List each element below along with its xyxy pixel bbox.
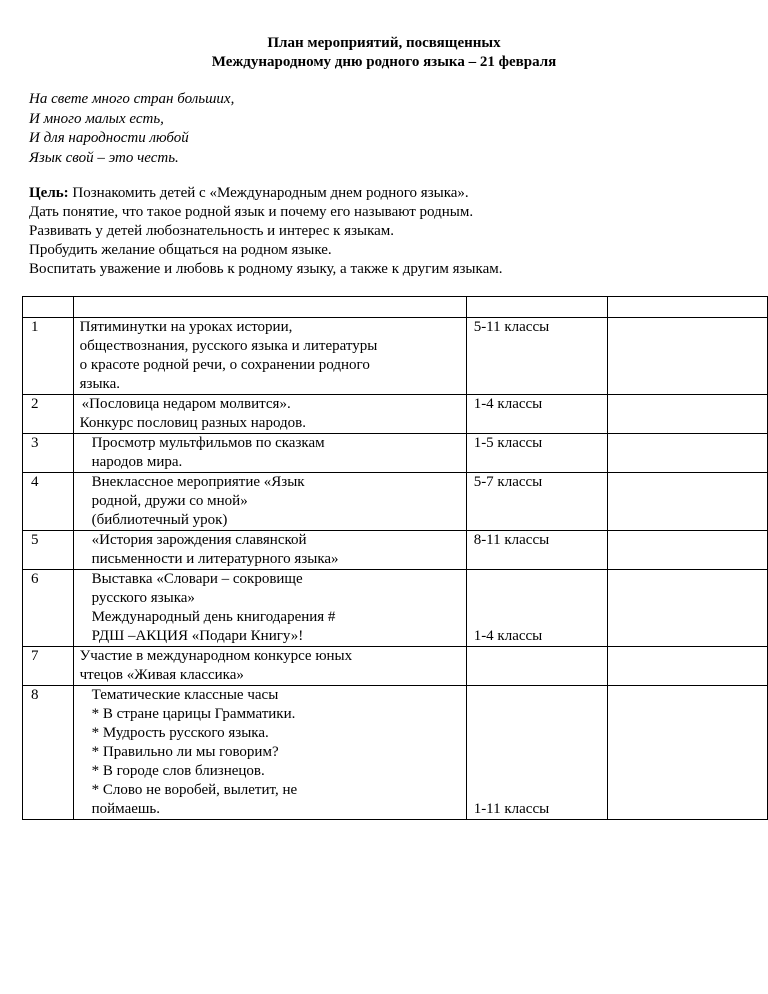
event-line: чтецов «Живая классика»	[79, 667, 244, 683]
table-row	[23, 531, 768, 570]
table-row	[23, 318, 768, 395]
table-row	[23, 473, 768, 531]
event-classes: 5-11 классы	[466, 318, 607, 395]
event-line: Просмотр мультфильмов по сказкам	[91, 435, 325, 451]
table-cell	[607, 473, 767, 531]
table-cell	[23, 297, 74, 318]
event-line: письменности и литературного языка»	[91, 551, 339, 567]
event-line: Внеклассное мероприятие «Язык	[91, 474, 305, 490]
row-number: 3	[23, 434, 74, 473]
goal-line: Развивать у детей любознательность и интерес к языкам.	[29, 223, 395, 239]
event-line: * Правильно ли мы говорим?	[91, 744, 279, 760]
event-line: * Слово не воробей, вылетит, не	[91, 782, 298, 798]
table-cell	[607, 570, 767, 647]
event-line: «Пословица недаром молвится».	[81, 396, 291, 412]
event-line: * В городе слов близнецов.	[91, 763, 265, 779]
event-description	[73, 647, 466, 686]
table-cell	[607, 434, 767, 473]
event-line: родной, дружи со мной»	[91, 493, 248, 509]
event-classes: 1-4 классы	[466, 395, 607, 434]
row-number: 6	[23, 570, 74, 647]
event-line: Тематические классные часы	[91, 687, 279, 703]
event-line: * Мудрость русского языка.	[91, 725, 269, 741]
event-classes: 1-5 классы	[466, 434, 607, 473]
goal-line: Воспитать уважение и любовь к родному языку, а также к другим языкам.	[29, 261, 503, 277]
event-line: (библиотечный урок)	[91, 512, 228, 528]
table-cell	[607, 297, 767, 318]
table-row	[23, 686, 768, 820]
row-number: 8	[23, 686, 74, 820]
event-line: Пятиминутки на уроках истории,	[79, 319, 293, 335]
goal-line	[29, 184, 502, 203]
table-cell	[466, 297, 607, 318]
row-number: 1	[23, 318, 74, 395]
table-cell	[607, 686, 767, 820]
table-row	[23, 395, 768, 434]
poem-line: И много малых есть,	[29, 110, 164, 127]
event-line: русского языка»	[91, 590, 195, 606]
row-number: 4	[23, 473, 74, 531]
goal-text: Познакомить детей с «Международным днем родного языка».	[68, 185, 469, 201]
table-cell	[607, 531, 767, 570]
event-line: поймаешь.	[91, 801, 161, 817]
event-line: Международный день книгодарения #	[91, 609, 336, 625]
event-description	[73, 570, 466, 647]
table-row	[23, 570, 768, 647]
row-number: 7	[23, 647, 74, 686]
event-line: языка.	[79, 376, 120, 392]
event-classes	[466, 647, 607, 686]
event-line: РДШ –АКЦИЯ «Подари Книгу»!	[91, 628, 304, 644]
row-number: 5	[23, 531, 74, 570]
event-description	[73, 434, 466, 473]
table-cell	[607, 395, 767, 434]
table-cell	[607, 318, 767, 395]
document-title	[0, 34, 768, 72]
event-description	[73, 531, 466, 570]
event-line: Выставка «Словари – сокровище	[91, 571, 303, 587]
goal-line: Пробудить желание общаться на родном языке.	[29, 242, 332, 258]
event-line: * В стране царицы Грамматики.	[91, 706, 296, 722]
goals-section	[29, 184, 502, 279]
table-row	[23, 434, 768, 473]
event-line: «История зарождения славянской	[91, 532, 307, 548]
title-line-2: Международному дню родного языка – 21 февраля	[211, 54, 557, 70]
event-classes: 5-7 классы	[466, 473, 607, 531]
table-cell	[73, 297, 466, 318]
event-classes: 1-4 классы	[466, 570, 607, 647]
event-line: Конкурс пословиц разных народов.	[79, 415, 306, 431]
goal-line: Дать понятие, что такое родной язык и почему его называют родным.	[29, 204, 474, 220]
poem-line: Язык свой – это честь.	[29, 149, 179, 166]
title-line-1: План мероприятий, посвященных	[267, 35, 501, 51]
row-number: 2	[23, 395, 74, 434]
event-description	[73, 318, 466, 395]
event-classes: 1-11 классы	[466, 686, 607, 820]
table-cell	[607, 647, 767, 686]
table-row	[23, 647, 768, 686]
goal-label: Цель:	[29, 185, 69, 201]
event-description	[73, 395, 466, 434]
table-header-row	[23, 297, 768, 318]
event-description	[73, 473, 466, 531]
event-line: обществознания, русского языка и литературы	[79, 338, 378, 354]
events-table	[22, 296, 768, 820]
event-classes: 8-11 классы	[466, 531, 607, 570]
event-description	[73, 686, 466, 820]
event-line: Участие в международном конкурсе юных	[79, 648, 353, 664]
event-line: народов мира.	[91, 454, 183, 470]
event-line: о красоте родной речи, о сохранении родного	[79, 357, 370, 373]
poem-line: На свете много стран больших,	[29, 91, 235, 107]
epigraph-poem	[29, 90, 234, 168]
poem-line: И для народности любой	[29, 130, 189, 146]
